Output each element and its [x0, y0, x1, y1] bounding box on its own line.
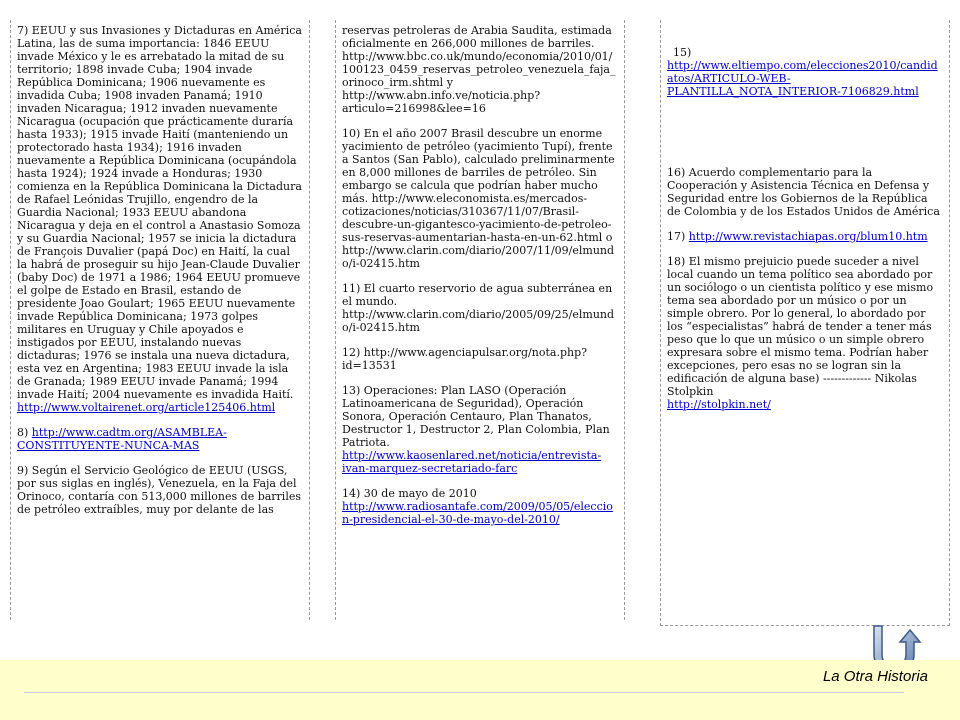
- footnote-14-text: 14) 30 de mayo de 2010: [342, 487, 477, 500]
- footnote-16: [667, 166, 943, 218]
- footnote-13-text: 13) Operaciones: Plan LASO (Operación Latinoamericana de Seguridad), Operación Sonora, Operación Centauro, Plan Thanatos, Destructor 1, Destructor 2, Plan Colombia, Plan Patriota.: [342, 384, 610, 449]
- footnote-8-link[interactable]: http://www.cadtm.org/ASAMBLEA-CONSTITUYENTE-NUNCA-MAS: [17, 426, 227, 452]
- footnotes-column-3: [660, 20, 950, 626]
- footnote-11-text: 11) El cuarto reservorio de agua subterránea en el mundo. http://www.clarin.com/diario/2005/09/25/elmundo/i-02415.htm: [342, 282, 615, 334]
- footer-bar: [0, 660, 960, 720]
- footnotes-column-1: [10, 20, 310, 620]
- footnote-15-link[interactable]: http://www.eltiempo.com/elecciones2010/candidatos/ARTICULO-WEB-PLANTILLA_NOTA_INTERIOR-7106829.html: [667, 59, 938, 98]
- footnote-11: [342, 282, 618, 334]
- footnote-13: [342, 384, 618, 475]
- footnote-7-link[interactable]: http://www.voltairenet.org/article125406.html: [17, 401, 276, 414]
- footnote-10-text: 10) En el año 2007 Brasil descubre un enorme yacimiento de petróleo (yacimiento Tupí), frente a Santos (San Pablo), calculado preliminarmente en 8,000 millones de barriles de petróleo. Sin embargo se calcula que podrían haber mucho más. http://www.eleconomista.es/mercados-cotizaciones/noticias/310367/11/07/Brasil-descubre-un-gigantesco-yacimiento-de-petroleo-sus-reservas-aumentarian-hasta-en-un-62.html o http://www.clarin.com/diario/2007/11/09/elmundo/i-02415.htm: [342, 127, 615, 270]
- footnote-7-text: 7) EEUU y sus Invasiones y Dictaduras en América Latina, las de suma importancia: 1846 EEUU invade México y le es arrebatado la mitad de su territorio; 1898 invade Cuba; 1904 invade República Dominicana; 1906 nuevamente es invadida Cuba; 1908 invaden Panamá; 1910 invaden Nicaragua; 1912 invaden nuevamente Nicaragua (ocupación que prácticamente duraría hasta 1933); 1915 invade Haití (manteniendo un protectorado hasta 1934); 1916 invaden nuevamente a República Dominicana (ocupándola hasta 1924); 1924 invade a Honduras; 1930 comienza en la República Dominicana la Dictadura de Rafael Leónidas Trujillo, engendro de la Guardia Nacional; 1933 EEUU abandona Nicaragua y deja en el control a Anastasio Somoza y su Guardia Nacional; 1957 se inicia la dictadura de François Duvalier (papá Doc) en Haití, la cual la habrá de proseguir su hijo Jean-Claude Duvalier (baby Doc) de 1971 a 1986; 1964 EEUU promueve el golpe de Estado en Brasil, estando de presidente Joao Goulart; 1965 EEUU nuevamente invade República Dominicana; 1973 golpes militares en Uruguay y Chile apoyados e instigados por EEUU, instalando nuevas dictaduras; 1976 se instala una nueva dictadura, esta vez en Argentina; 1983 EEUU invade la isla de Granada; 1989 EEUU invade Panamá; 1994 invade Haití; 2004 nuevamente es invadida Haití.: [17, 24, 302, 401]
- footnote-9: [17, 464, 303, 516]
- author-link[interactable]: http://stolpkin.net/: [667, 398, 771, 411]
- footer-divider: [24, 692, 904, 693]
- footnote-15: [667, 46, 943, 98]
- footer-title: La Otra Historia: [822, 668, 928, 685]
- footnote-9-continued-text: reservas petroleras de Arabia Saudita, estimada oficialmente en 266,000 millones de barriles. http://www.bbc.co.uk/mundo/economia/2010/01/100123_0459_reservas_petroleo_venezuela_faja_orinoco_irm.shtml y http://www.abn.info.ve/noticia.php?articulo=216998&lee=16: [342, 24, 616, 115]
- footnote-13-link[interactable]: http://www.kaosenlared.net/noticia/entrevista-ivan-marquez-secretariado-farc: [342, 449, 602, 475]
- footnote-8-number: 8): [17, 426, 32, 439]
- separator-line: -------------: [822, 372, 872, 385]
- footnote-15-number: 15): [673, 46, 692, 59]
- footnote-12-text: 12) http://www.agenciapulsar.org/nota.php?id=13531: [342, 346, 588, 372]
- footnote-17-number: 17): [667, 230, 689, 243]
- footnote-18: [667, 255, 943, 411]
- footnote-17-link[interactable]: http://www.revistachiapas.org/blum10.htm: [688, 230, 928, 243]
- footnote-12: [342, 346, 618, 372]
- footnote-10: [342, 127, 618, 270]
- footnote-16-text: 16) Acuerdo complementario para la Cooperación y Asistencia Técnica en Defensa y Seguridad entre los Gobiernos de la República de Colombia y de los Estados Unidos de América: [667, 166, 940, 218]
- footnote-9-continued: [342, 24, 618, 115]
- footnote-14: [342, 487, 618, 526]
- author-name: Nikolas Stolpkin: [667, 372, 917, 398]
- footnote-8: [17, 426, 303, 452]
- footnotes-column-2: [335, 20, 625, 620]
- footnote-7: [17, 24, 303, 414]
- footnote-18-text: 18) El mismo prejuicio puede suceder a nivel local cuando un tema político sea abordado por un sociólogo o un cientista político y ese mismo tema sea abordado por un músico o por un simple obrero. Por lo general, lo abordado por los “especialistas” habrá de tender a tener más peso que lo que un músico o un simple obrero expresara sobre el mismo tema. Podrían haber excepciones, pero esas no se logran sin la edificación de alguna base): [667, 255, 934, 385]
- footnote-17: [667, 230, 943, 243]
- footnote-14-link[interactable]: http://www.radiosantafe.com/2009/05/05/eleccion-presidencial-el-30-de-mayo-del-2010/: [342, 500, 613, 526]
- footnote-9-text: 9) Según el Servicio Geológico de EEUU (USGS, por sus siglas en inglés), Venezuela, en la Faja del Orinoco, contaría con 513,000 millones de barriles de petróleo extraíbles, muy por delante de las: [17, 464, 302, 516]
